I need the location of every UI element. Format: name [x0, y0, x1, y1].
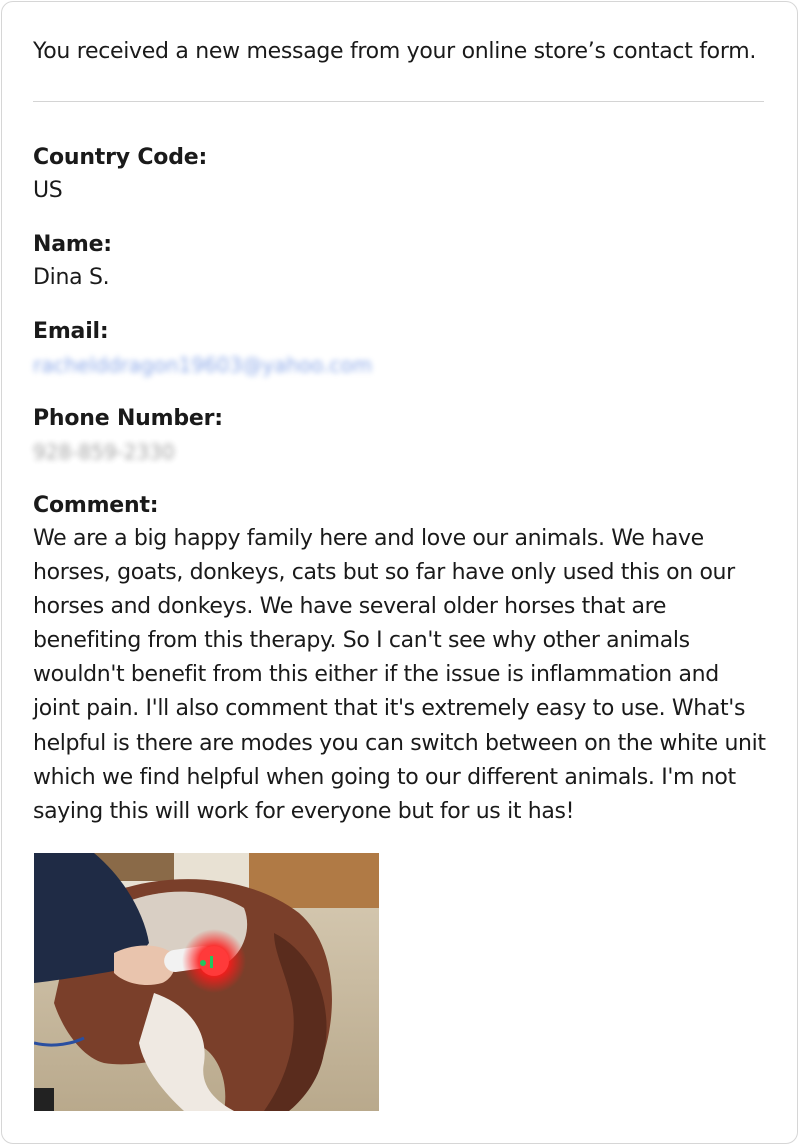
horse-therapy-photo-icon [34, 853, 379, 1111]
field-comment [33, 490, 768, 829]
phone-value: 928-859-2330 [33, 440, 175, 464]
email-link[interactable]: rachelddragon19603@yahoo.com [33, 353, 373, 377]
email-label: Email: [33, 319, 109, 344]
field-country-code [33, 142, 768, 208]
name-value: Dina S. [33, 265, 110, 290]
field-name [33, 229, 768, 295]
attachment-photo[interactable] [34, 853, 379, 1111]
country-code-value: US [33, 178, 63, 203]
name-label: Name: [33, 232, 112, 257]
divider [33, 101, 764, 102]
country-code-label: Country Code: [33, 145, 208, 170]
phone-label: Phone Number: [33, 406, 223, 431]
intro-text: You received a new message from your online store’s contact form. [33, 39, 757, 64]
field-phone [33, 403, 768, 469]
comment-value: We are a big happy family here and love our animals. We have horses, goats, donkeys, cats but so far have only used this on our horses and donkeys. We have several older horses that are benefiting from this therapy. So I can't see why other animals wouldn't benefit from this either if the issue is inflammation and joint pain. I'll also comment that it's extremely easy to use. What's helpful is there are modes you can switch between on the white unit which we find helpful when going to our different animals. I'm not saying this will work for everyone but for us it has! [33, 526, 766, 824]
comment-label: Comment: [33, 493, 159, 518]
field-email [33, 316, 768, 382]
